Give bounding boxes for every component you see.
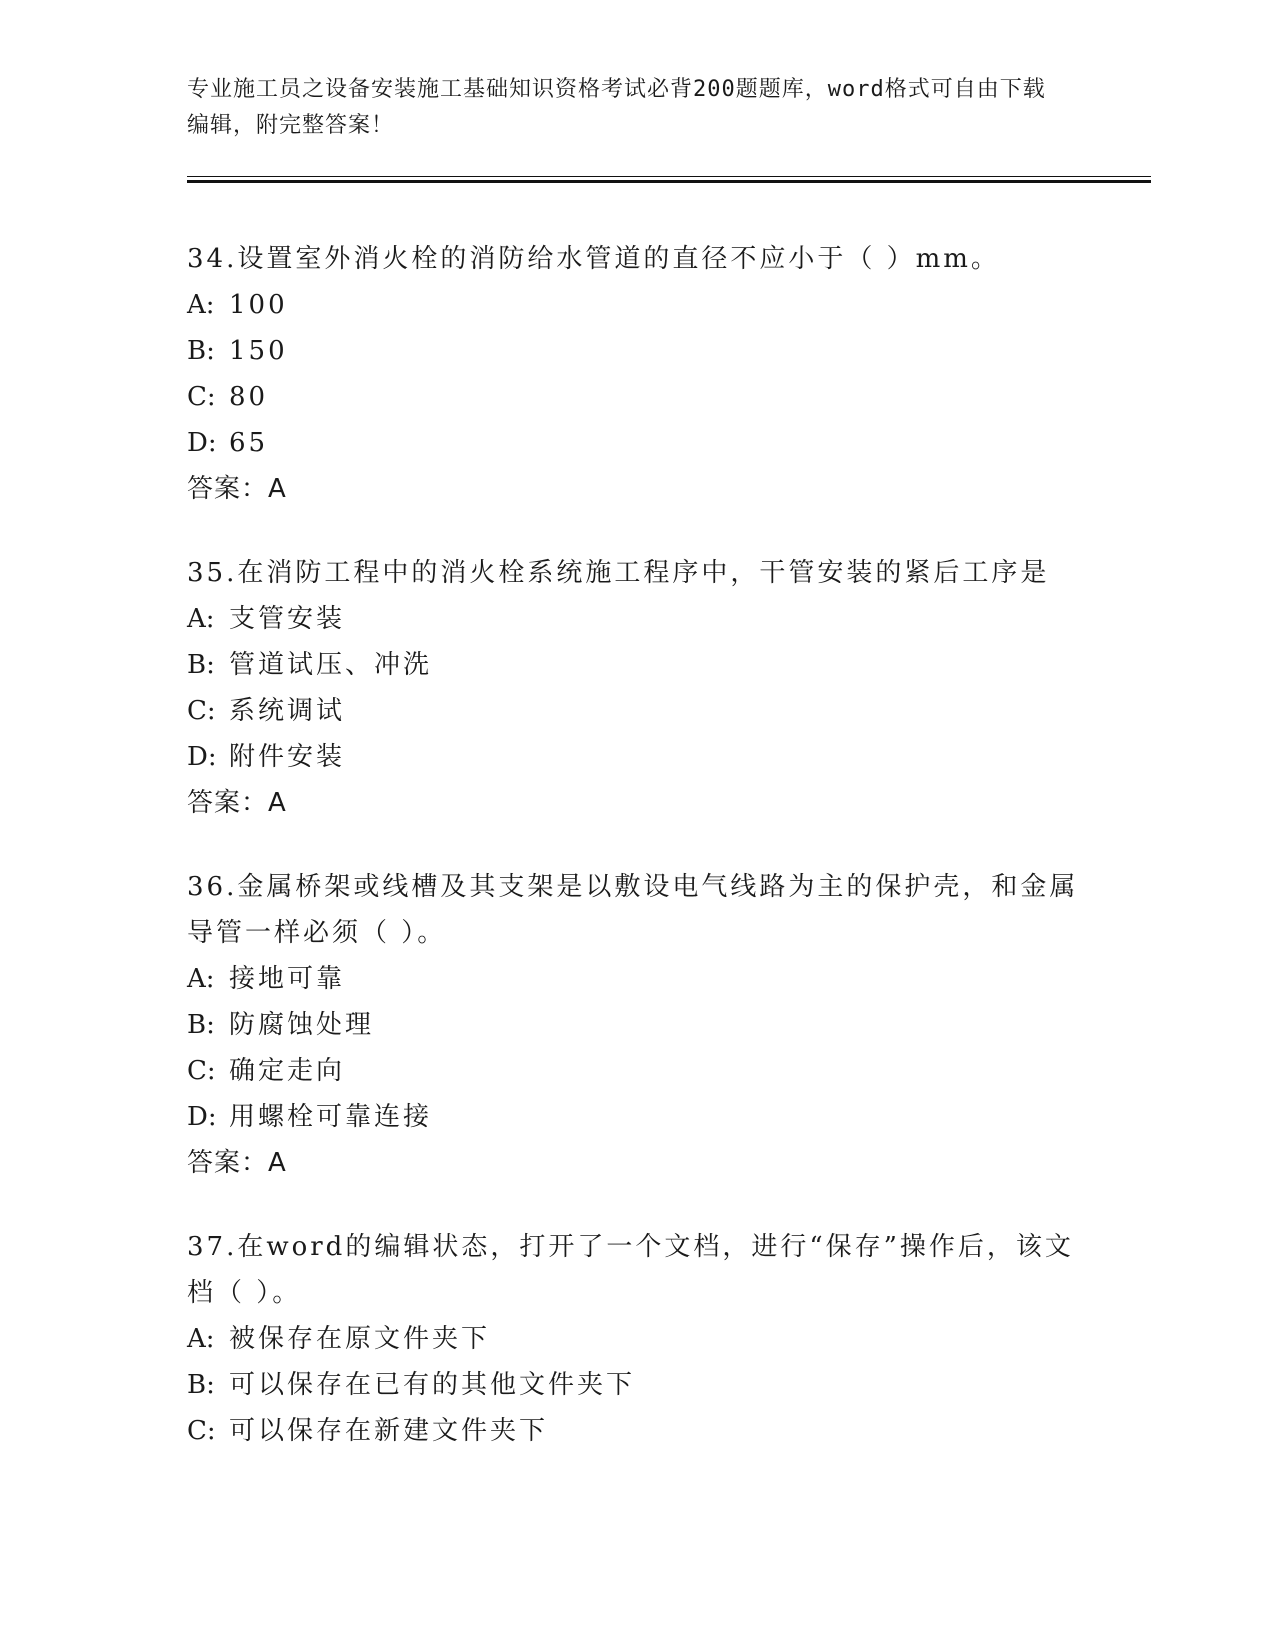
answer-line: 答案：A [187,788,287,818]
option-key: A: [187,604,215,634]
option-key: D: [187,742,217,772]
option-key: C: [187,1056,216,1086]
option-a [187,1316,1087,1362]
option-b [187,642,1087,688]
option-key: C: [187,696,216,726]
option-c [187,1408,1087,1454]
option-d [187,1094,1087,1140]
question-list [187,236,1087,1492]
option-c [187,688,1087,734]
option-text: 可以保存在已有的其他文件夹下 [229,1370,636,1400]
option-text: 管道试压、冲洗 [229,650,433,680]
question-stem: 35.在消防工程中的消火栓系统施工程序中，干管安装的紧后工序是 [187,558,1050,588]
question-stem: 36.金属桥架或线槽及其支架是以敷设电气线路为主的保护壳，和金属导管一样必须（ ）。 [187,872,1079,948]
option-key: B: [187,1010,215,1040]
option-text: 防腐蚀处理 [229,1010,375,1040]
option-c [187,1048,1087,1094]
question-36 [187,864,1087,1186]
option-key: B: [187,650,215,680]
answer-line: 答案：A [187,1148,287,1178]
header-divider-thick [187,180,1151,183]
answer-line: 答案：A [187,474,287,504]
option-key: C: [187,382,216,412]
header-divider-thin [187,176,1151,177]
option-text: 支管安装 [229,604,346,634]
option-text: 附件安装 [229,742,346,772]
option-key: A: [187,964,215,994]
option-a [187,282,1087,328]
option-key: C: [187,1416,216,1446]
question-37 [187,1224,1087,1454]
question-stem: 37.在word的编辑状态，打开了一个文档，进行“保存”操作后，该文档（ ）。 [187,1232,1074,1308]
question-35 [187,550,1087,826]
option-d [187,420,1087,466]
option-b [187,1362,1087,1408]
option-text: 系统调试 [229,696,346,726]
option-key: B: [187,336,215,366]
option-c [187,374,1087,420]
option-key: A: [187,290,215,320]
option-b [187,1002,1087,1048]
document-header: 专业施工员之设备安装施工基础知识资格考试必背200题题库，word格式可自由下载编辑，附完整答案！ [187,77,1046,138]
option-key: A: [187,1324,215,1354]
option-text: 可以保存在新建文件夹下 [229,1416,549,1446]
option-d [187,734,1087,780]
option-text: 被保存在原文件夹下 [229,1324,491,1354]
option-text: 65 [229,428,269,458]
option-a [187,596,1087,642]
question-34 [187,236,1087,512]
option-text: 80 [229,382,269,412]
option-text: 确定走向 [229,1056,346,1086]
option-a [187,956,1087,1002]
option-text: 用螺栓可靠连接 [229,1102,433,1132]
option-text: 接地可靠 [229,964,346,994]
question-stem: 34.设置室外消火栓的消防给水管道的直径不应小于（ ）mm。 [187,244,1000,274]
option-b [187,328,1087,374]
option-key: D: [187,428,217,458]
option-text: 150 [229,336,288,366]
option-text: 100 [229,290,288,320]
option-key: D: [187,1102,217,1132]
option-key: B: [187,1370,215,1400]
